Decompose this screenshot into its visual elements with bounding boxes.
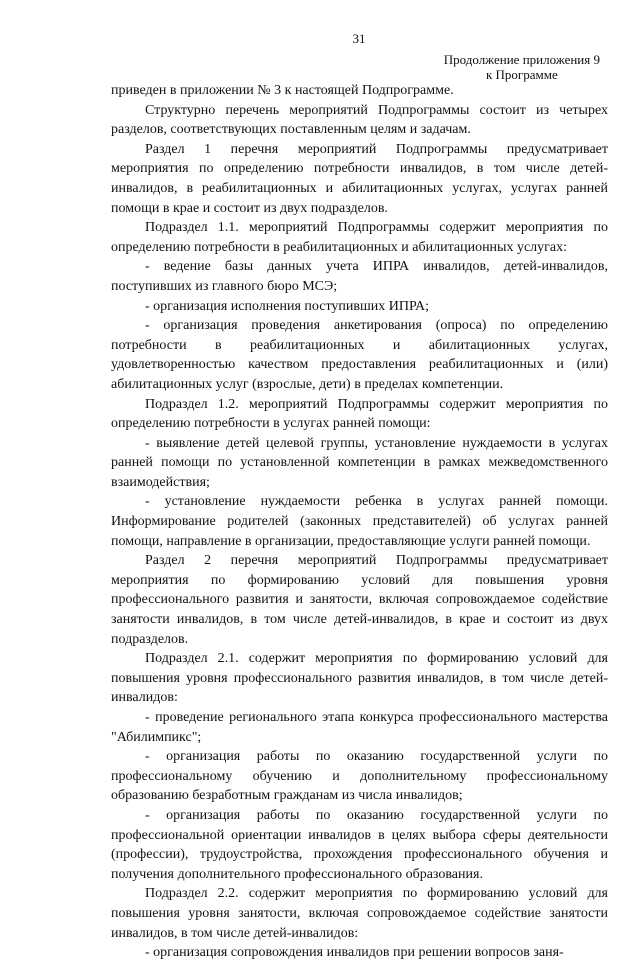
paragraph: Раздел 2 перечня мероприятий Подпрограммы предусматривает мероприятия по формированию условий для повышения уровня профессионального развития и занятости, включая сопровождаемое содействие занятости инвалидов, в том числе детей-инвалидов, в крае и состоит из двух подразделов. bbox=[111, 553, 608, 647]
paragraph: Раздел 1 перечня мероприятий Подпрограммы предусматривает мероприятия по определению потребности инвалидов, в том числе детей-инвалидов, в реабилитационных и абилитационных услугах, услугах ранней помощи в крае и состоит из двух подразделов. bbox=[111, 141, 608, 216]
appendix-line-2: к Программе bbox=[485, 67, 558, 82]
appendix-note bbox=[444, 52, 600, 82]
paragraph: Подраздел 2.2. содержит мероприятия по формированию условий для повышения уровня занятости, включая сопровождаемое содействие занятости инвалидов, в том числе детей-инвалидов: bbox=[111, 886, 608, 941]
page-number: 31 bbox=[352, 31, 366, 46]
paragraph: Подраздел 1.2. мероприятий Подпрограммы содержит мероприятия по определению потребности в услугах ранней помощи: bbox=[111, 396, 608, 432]
list-item: - проведение регионального этапа конкурса профессионального мастерства "Абилимпикс"; bbox=[111, 710, 608, 745]
list-item: - организация сопровождения инвалидов при решении вопросов заня- bbox=[145, 945, 564, 961]
paragraph: приведен в приложении № 3 к настоящей Подпрограмме. bbox=[111, 83, 454, 98]
list-item: - организация работы по оказанию государственной услуги по профессиональному обучению и дополнительному профессиональному образованию безработным гражданам из числа инвалидов; bbox=[111, 749, 608, 804]
list-item: - организация исполнения поступивших ИПРА; bbox=[145, 298, 429, 314]
paragraph: Подраздел 1.1. мероприятий Подпрограммы содержит мероприятия по определению потребности в реабилитационных и абилитационных услугах: bbox=[111, 220, 608, 255]
list-item: - ведение базы данных учета ИПРА инвалидов, детей-инвалидов, поступивших из главного бюро МСЭ; bbox=[111, 259, 608, 294]
body-text bbox=[111, 81, 608, 963]
list-item: - организация проведения анкетирования (опроса) по определению потребности в реабилитационных и абилитационных услугах, удовлетворенностью качеством предоставления реабилитационных и (или) абилитационных услуг (взрослые, дети) в пределах компетенции. bbox=[111, 318, 608, 392]
list-item: - организация работы по оказанию государственной услуги по профессиональной ориентации инвалидов в целях выбора сферы деятельности (профессии), трудоустройства, прохождения профессионального обучения и получения дополнительного профессионального образования. bbox=[111, 807, 608, 882]
appendix-line-1: Продолжение приложения 9 bbox=[443, 52, 600, 67]
paragraph: Подраздел 2.1. содержит мероприятия по формированию условий для повышения уровня профессионального развития инвалидов, в том числе детей-инвалидов: bbox=[111, 651, 608, 706]
list-item: - выявление детей целевой группы, установление нуждаемости в услугах ранней помощи по установленной компетенции в рамках межведомственного взаимодействия; bbox=[111, 435, 608, 490]
list-item: - установление нуждаемости ребенка в услугах ранней помощи. Информирование родителей (законных представителей) об услугах ранней помощи, направление в организации, предоставляющие услуги ранней помощи. bbox=[111, 494, 608, 549]
paragraph: Структурно перечень мероприятий Подпрограммы состоит из четырех разделов, соответствующих поставленным целям и задачам. bbox=[111, 102, 608, 138]
